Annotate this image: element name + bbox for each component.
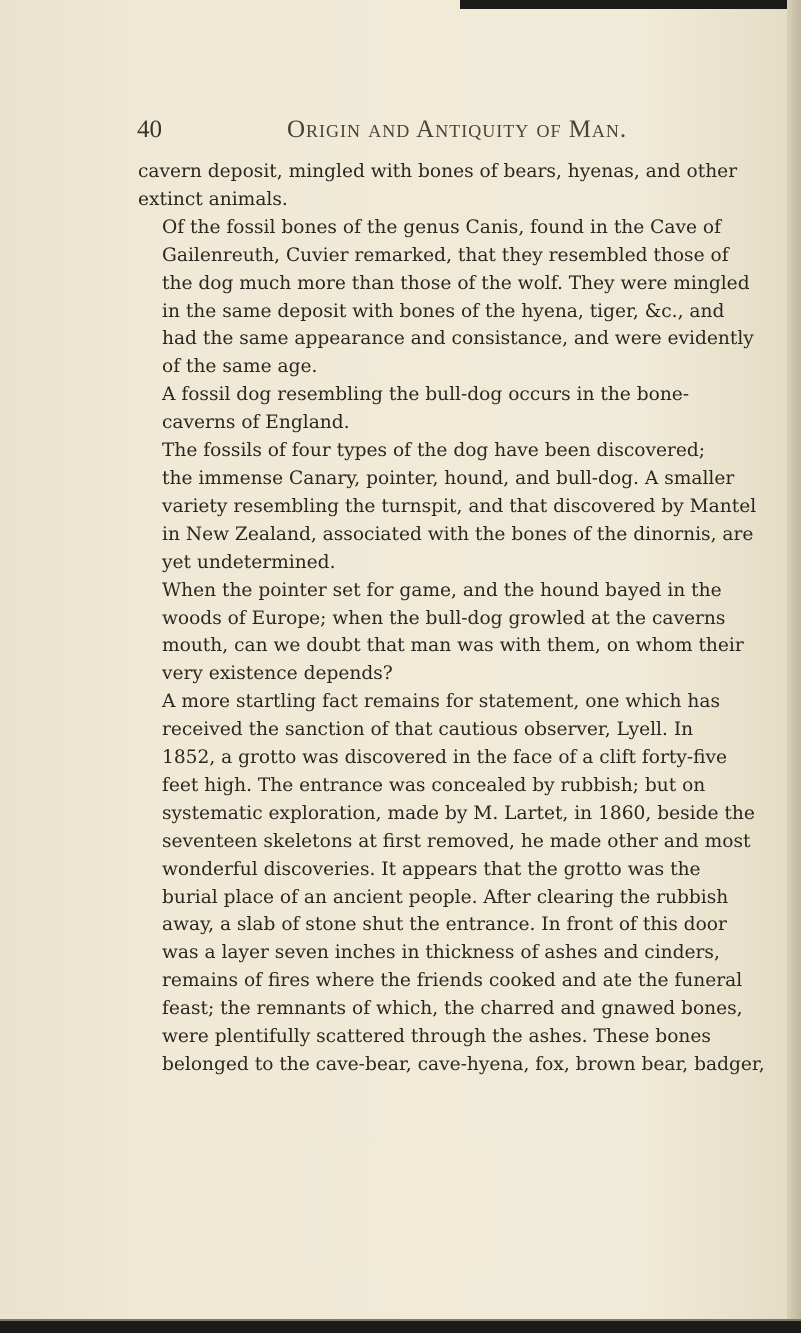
text-line: burial place of an ancient people. After clearing the rubbish (162, 886, 729, 908)
text-line: received the sanction of that cautious observer, Lyell. In (162, 719, 694, 741)
text-line: wonderful discoveries. It appears that the grotto was the (162, 858, 701, 880)
paragraph (138, 577, 758, 689)
text-line: A more startling fact remains for statement, one which has (162, 691, 721, 713)
text-line: variety resembling the turnspit, and that discovered by Mantel (162, 495, 757, 517)
text-line: feet high. The entrance was concealed by rubbish; but on (162, 774, 706, 796)
text-line: 1852, a grotto was discovered in the face of a clift forty-five (162, 747, 728, 769)
text-line: belonged to the cave-bear, cave-hyena, fox, brown bear, badger, (162, 1054, 765, 1075)
text-line: Gailenreuth, Cuvier remarked, that they resembled those of (162, 244, 729, 266)
page-edge-right (787, 0, 801, 1333)
page-number: 40 (137, 116, 162, 143)
text-line: woods of Europe; when the bull-dog growled at the caverns (162, 607, 726, 629)
text-line: the immense Canary, pointer, hound, and bull-dog. A smaller (162, 467, 735, 489)
text-line: A fossil dog resembling the bull-dog occurs in the bone- (162, 384, 690, 406)
paragraph (138, 381, 758, 437)
paragraph (138, 688, 765, 1079)
text-line: When the pointer set for game, and the hound bayed in the (162, 579, 722, 601)
text-line: The fossils of four types of the dog have been discovered; (162, 440, 706, 462)
text-line: feast; the remnants of which, the charred and gnawed bones, (162, 998, 743, 1020)
text-line: in the same deposit with bones of the hyena, tiger, &c., and (162, 300, 725, 322)
text-line: were plentifully scattered through the ashes. These bones (162, 1026, 711, 1048)
text-line: the dog much more than those of the wolf. They were mingled (162, 272, 750, 294)
text-line: caverns of England. (162, 412, 350, 434)
paragraph (138, 437, 758, 577)
text-line: yet undetermined. (162, 551, 336, 573)
text-line: in New Zealand, associated with the bones of the dinornis, are (162, 523, 754, 545)
text-line: of the same age. (162, 356, 318, 378)
text-line: systematic exploration, made by M. Lartet, in 1860, beside the (162, 802, 755, 824)
text-line: cavern deposit, mingled with bones of bears, hyenas, and other (138, 161, 738, 182)
paragraph (138, 158, 758, 214)
text-line: mouth, can we doubt that man was with them, on whom their (162, 635, 744, 657)
text-line: seventeen skeletons at first removed, he made other and most (162, 830, 751, 852)
text-line: away, a slab of stone shut the entrance. In front of this door (162, 914, 727, 936)
text-line: was a layer seven inches in thickness of ashes and cinders, (162, 942, 720, 964)
text-line: extinct animals. (138, 188, 288, 210)
paragraph (138, 214, 758, 381)
text-line: very existence depends? (162, 663, 393, 685)
text-line: had the same appearance and consistance, and were evidently (162, 328, 754, 350)
text-line: Of the fossil bones of the genus Canis, found in the Cave of (162, 216, 721, 238)
scan-edge-top (460, 0, 801, 9)
running-title: Origin and Antiquity of Man. (287, 116, 628, 143)
page-header (137, 116, 757, 152)
text-line: remains of fires where the friends cooked and ate the funeral (162, 970, 743, 992)
scan-edge-bottom (0, 1321, 801, 1333)
body-text (138, 158, 765, 1079)
